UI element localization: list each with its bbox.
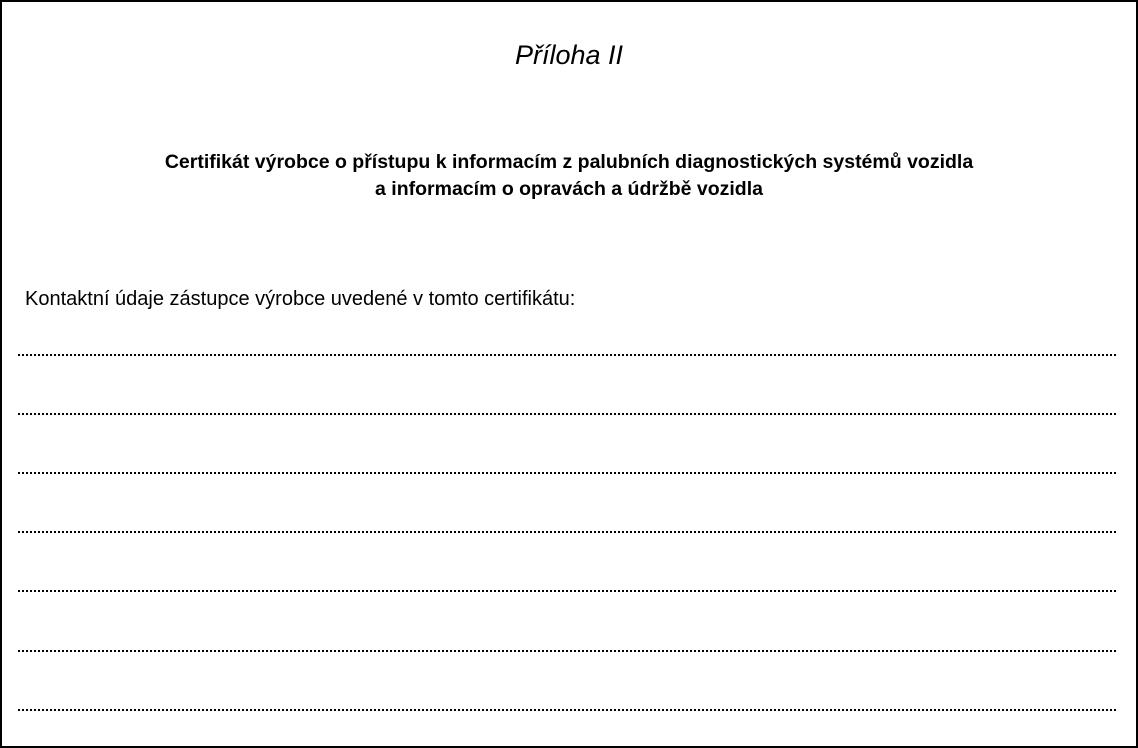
annex-title: Příloha II [514,40,624,70]
fill-in-line-1[interactable] [18,354,1116,356]
fill-in-line-4[interactable] [18,531,1116,533]
fill-in-line-5[interactable] [18,590,1116,592]
certificate-heading [2,149,1136,203]
fill-in-line-2[interactable] [18,413,1116,415]
fill-in-line-7[interactable] [18,709,1116,711]
fill-in-line-3[interactable] [18,472,1116,474]
fill-in-line-6[interactable] [18,650,1116,652]
certificate-heading-line-2: a informacím o opravách a údržbě vozidla [375,178,763,200]
certificate-heading-line-1: Certifikát výrobce o přístupu k informacím z palubních diagnostických systémů vozidla [164,151,974,173]
contact-details-label: Kontaktní údaje zástupce výrobce uvedené v tomto certifikátu: [25,288,576,310]
